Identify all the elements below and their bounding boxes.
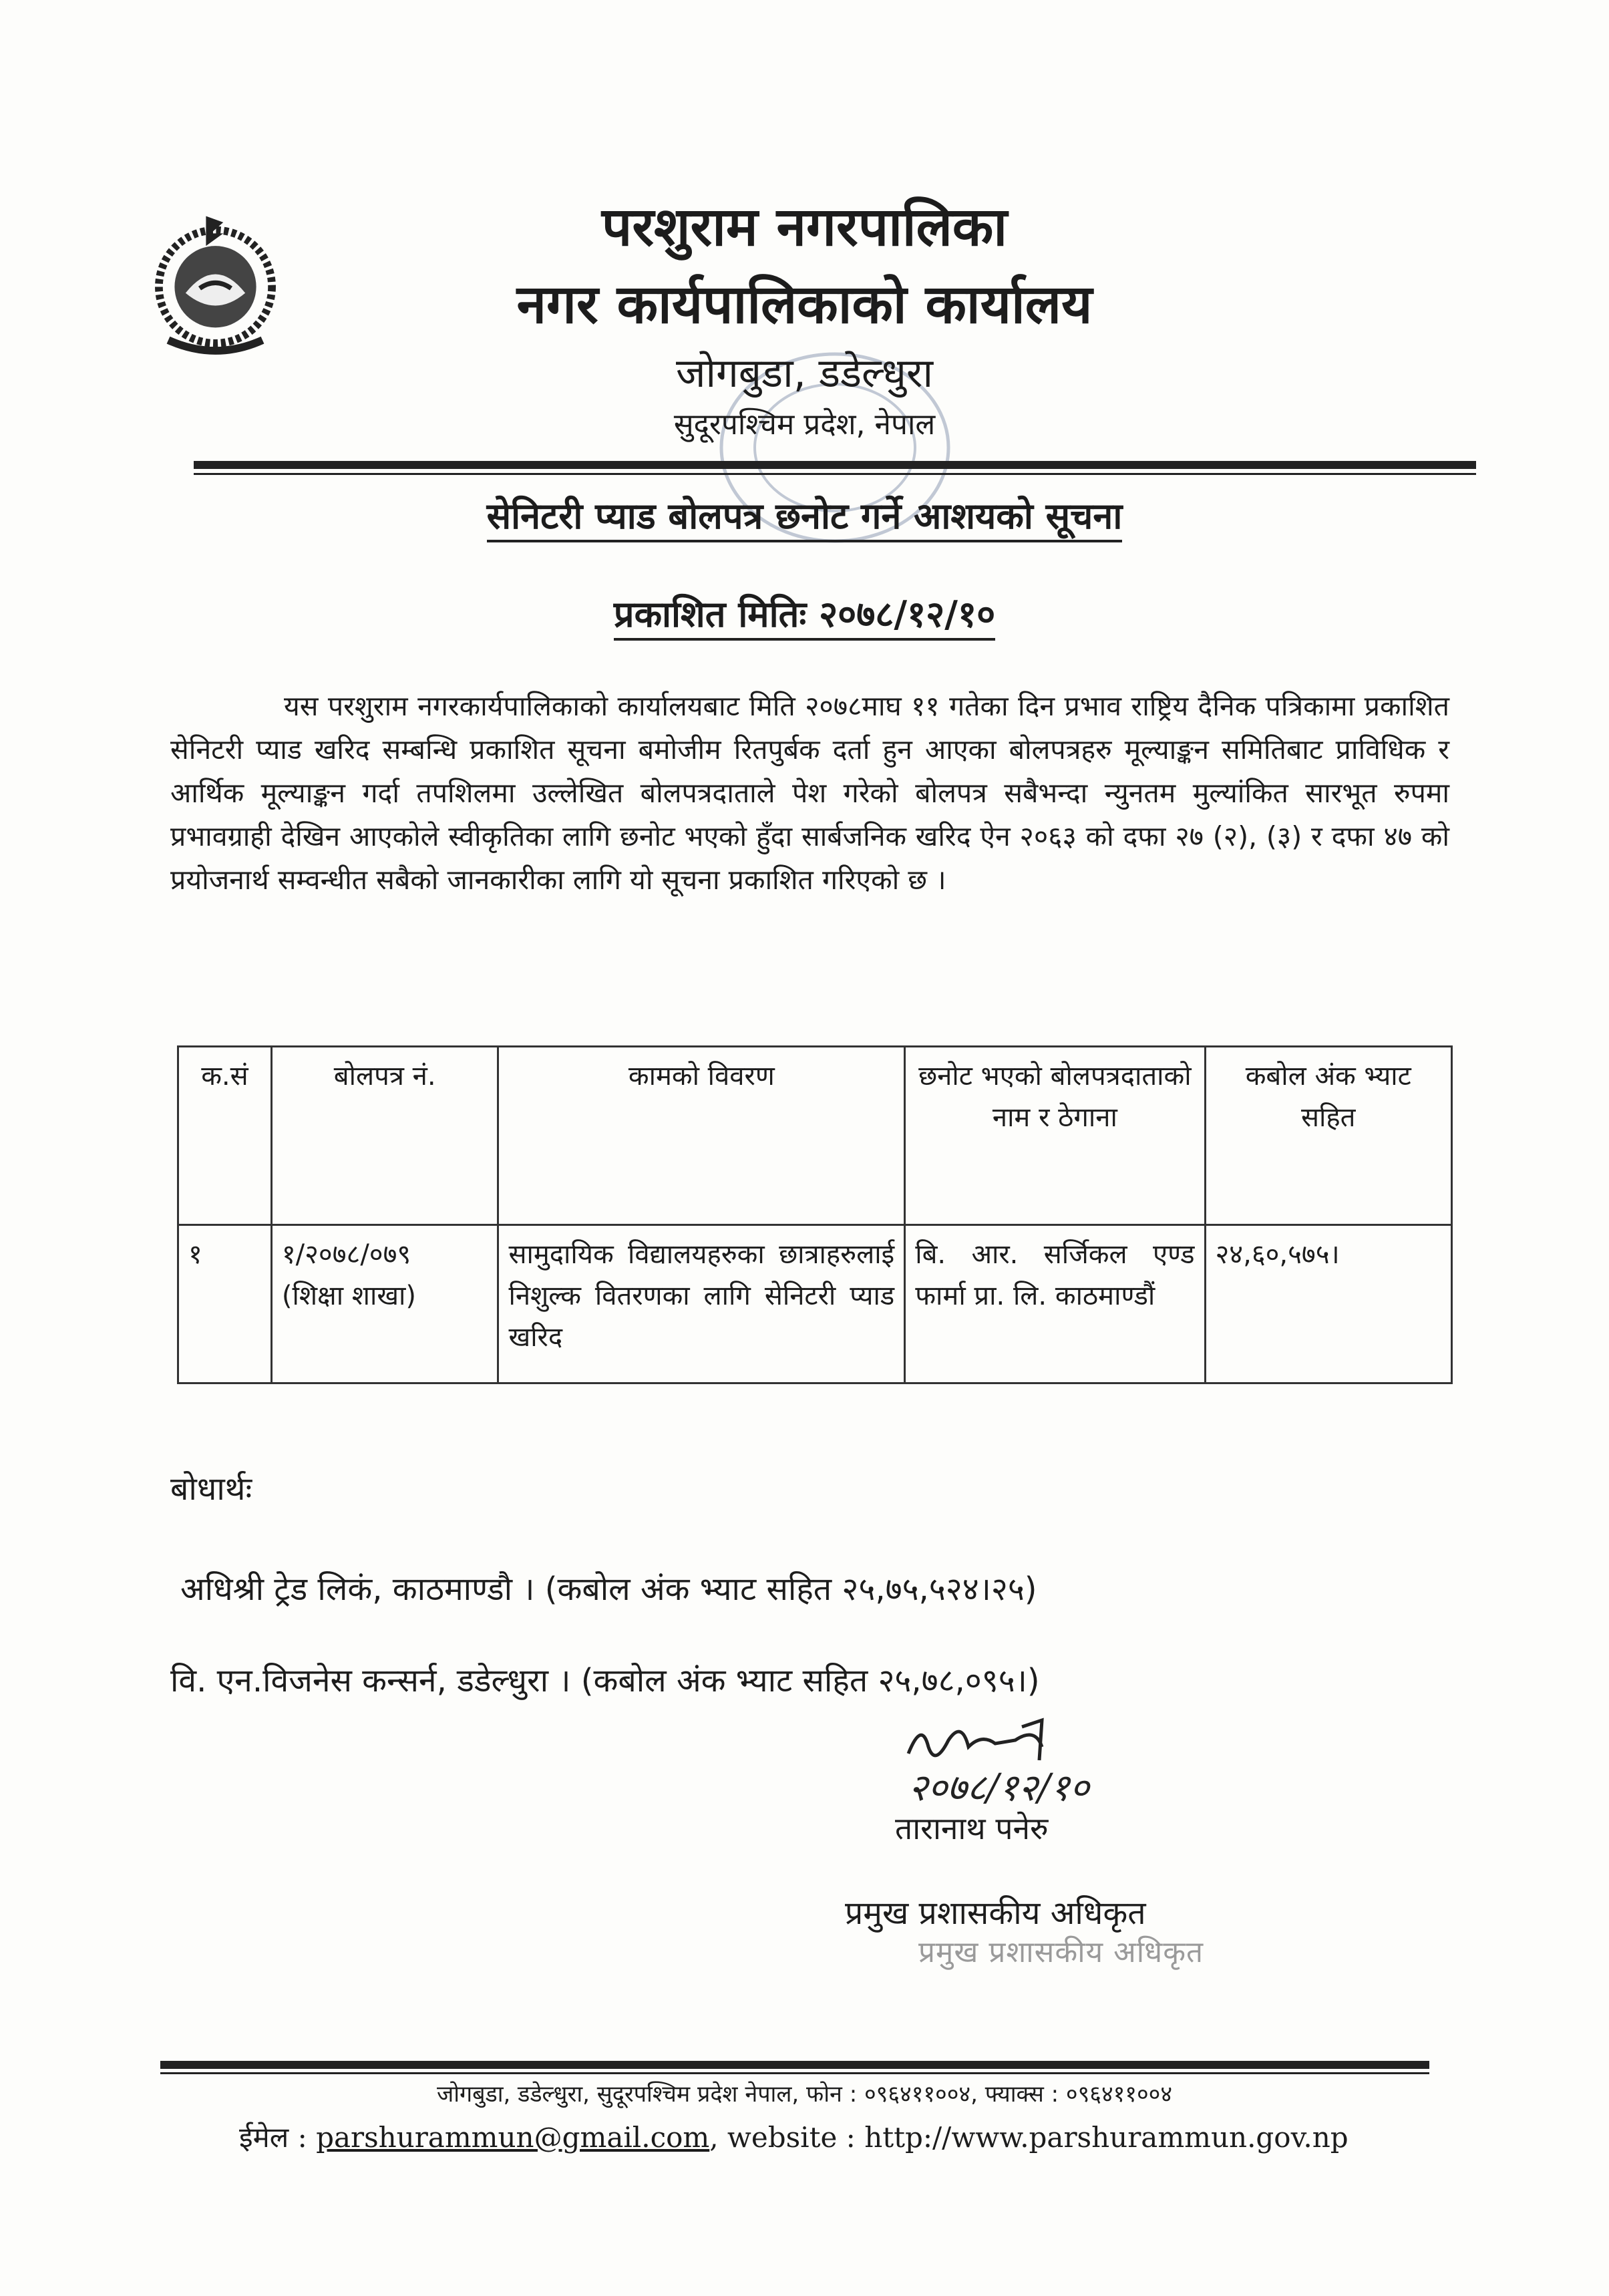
signatory-title: प्रमुख प्रशासकीय अधिकृत — [845, 1895, 1146, 1932]
office-department: नगर कार्यपालिकाको कार्यालय — [516, 273, 1093, 335]
column-header-bidder: छनोट भएको बोलपत्रदाताको नाम र ठेगाना — [905, 1047, 1205, 1225]
office-name: परशुराम नगरपालिका — [601, 196, 1008, 258]
cell-bidder: बि. आर. सर्जिकल एण्ड फार्मा प्रा. लि. काठमाण्डौं — [905, 1225, 1205, 1383]
footer-divider — [160, 2061, 1429, 2069]
office-province: सुदूरपश्चिम प्रदेश, नेपाल — [673, 407, 936, 442]
email-label: ईमेल : — [239, 2121, 317, 2154]
selected-bidder-table — [177, 1045, 1453, 1384]
footer-contact: जोगबुडा, डडेल्धुरा, सुदूरपश्चिम प्रदेश नेपाल, फोन : ०९६४११००४, फ्याक्स : ०९६४११००४ — [436, 2081, 1173, 2108]
footer-web — [239, 2118, 1349, 2156]
handwritten-signature-icon — [882, 1707, 1216, 1807]
information-label: बोधार्थः — [170, 1470, 252, 1508]
office-address: जोगबुडा, डडेल्धुरा — [675, 350, 934, 397]
cell-amount: २४,६०,५७५। — [1205, 1225, 1452, 1383]
notice-subject: सेनिटरी प्याड बोलपत्र छनोट गर्ने आशयको सूचना — [0, 490, 1609, 539]
cell-sn: १ — [178, 1225, 272, 1383]
information-item: अधिश्री ट्रेड लिकं, काठमाण्डौ । (कबोल अंक भ्याट सहित २५,७५,५२४।२५) — [180, 1571, 1037, 1608]
cell-description: सामुदायिक विद्यालयहरुका छात्राहरुलाई निशुल्क वितरणका लागि सेनिटरी प्याड खरिद — [498, 1225, 905, 1383]
website-link[interactable]: http://www.parshurammun.gov.np — [864, 2121, 1349, 2154]
notice-body: यस परशुराम नगरकार्यपालिकाको कार्यालयबाट मिति २०७८माघ ११ गतेका दिन प्रभाव राष्ट्रिय दैनिक पत्रिकामा प्रकाशित सेनिटरी प्याड खरिद सम्बन्धि प्रकाशित सूचना बमोजीम रितपुर्बक दर्ता हुन आएका बोलपत्रहरु मूल्याङ्कन समितिबाट प्राविधिक र आर्थिक मूल्याङ्कन गर्दा तपशिलमा उल्लेखित बोलपत्रदाताले पेश गरेको बोलपत्र सबैभन्दा न्युनतम मुल्यांकित सारभूत रुपमा प्रभावग्राही देखिन आएकोले स्वीकृतिका लागि छनोट भएको हुँदा सार्बजनिक खरिद ऐन २०६३ को दफा २७ (२), (३) र दफा ४७ को प्रयोजनार्थ सम्वन्धीत सबैको जानकारीका लागि यो सूचना प्रकाशित गरिएको छ । — [170, 690, 1449, 896]
designation-stamp: प्रमुख प्रशासकीय अधिकृत — [918, 1935, 1204, 1969]
table-header-row — [178, 1047, 1452, 1225]
email-link[interactable]: parshurammun@gmail.com — [316, 2121, 710, 2154]
published-date: प्रकाशित मितिः २०७८/१२/१० — [0, 588, 1609, 637]
header-divider — [194, 461, 1476, 469]
signatory-name: तारानाथ पनेरु — [895, 1810, 1049, 1846]
table-row — [178, 1225, 1452, 1383]
bid-branch: (शिक्षा शाखा) — [281, 1281, 417, 1311]
bid-number: १/२०७८/०७९ — [281, 1239, 411, 1270]
column-header-description: कामको विवरण — [498, 1047, 905, 1225]
footer-divider-thin — [160, 2072, 1429, 2074]
cell-bid-no — [271, 1225, 498, 1383]
website-label: , website : — [709, 2121, 865, 2154]
handwritten-date: २०७८/१२/१० — [908, 1766, 1089, 1807]
column-header-amount: कबोल अंक भ्याट सहित — [1205, 1047, 1452, 1225]
column-header-bid-no: बोलपत्र नं. — [271, 1047, 498, 1225]
information-item: वि. एन.विजनेस कन्सर्न, डडेल्धुरा । (कबोल अंक भ्याट सहित २५,७८,०९५।) — [170, 1662, 1040, 1699]
header-divider-thin — [194, 473, 1476, 475]
column-header-sn: क.सं — [178, 1047, 272, 1225]
